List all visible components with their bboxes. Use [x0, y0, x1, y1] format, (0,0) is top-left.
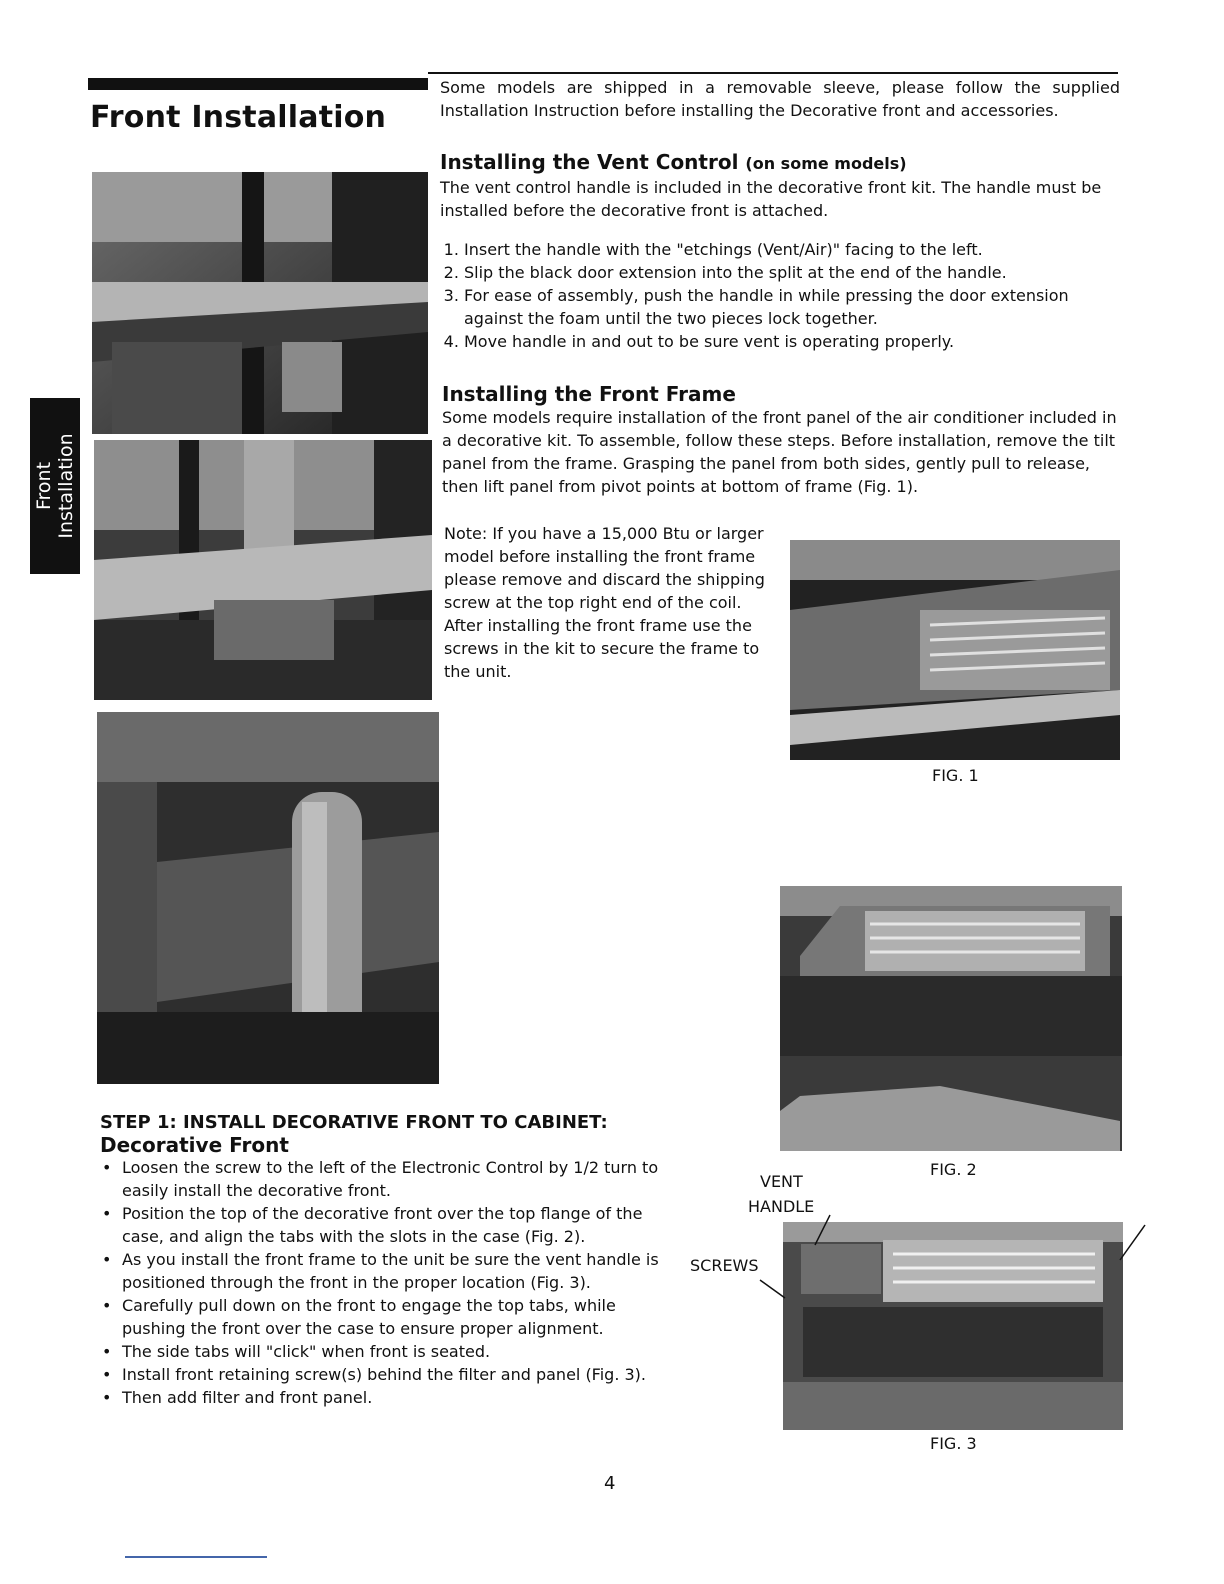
vent-control-section	[440, 150, 1120, 353]
front-frame-section	[442, 382, 1120, 498]
list-item: • Then add filter and front panel.	[122, 1386, 680, 1409]
list-item: • Loosen the screw to the left of the Electronic Control by 1/2 turn to easily install the decorative front.	[122, 1156, 680, 1202]
install-photo-3	[97, 712, 439, 1084]
step1-subheading: Decorative Front	[100, 1133, 289, 1157]
list-item: • The side tabs will "click" when front is seated.	[122, 1340, 680, 1363]
side-tab	[30, 398, 80, 574]
handle-label: HANDLE	[748, 1197, 815, 1216]
step1-section	[100, 1112, 680, 1409]
header-rule-thin	[428, 72, 1118, 74]
fig2-caption: FIG. 2	[930, 1160, 977, 1179]
fig3-caption: FIG. 3	[930, 1434, 977, 1453]
fig1-photo	[790, 540, 1120, 760]
front-frame-heading: Installing the Front Frame	[442, 382, 736, 406]
front-frame-paragraph: Some models require installation of the front panel of the air conditioner included in a decorative kit. To assemble, follow these steps. Before installation, remove the tilt panel from the frame. Grasping the panel from both sides, gently pull to release, then lift panel from pivot points at bottom of frame (Fig. 1).	[442, 408, 1117, 496]
page-title: Front Installation	[90, 100, 387, 135]
vent-control-heading	[440, 150, 1120, 174]
vent-control-steps	[440, 238, 1120, 353]
screws-label: SCREWS	[690, 1256, 759, 1275]
intro-text: Some models are shipped in a removable sleeve, please follow the supplied Installation Instruction before installing the Decorative front and accessories.	[440, 78, 1120, 120]
fig2-photo	[780, 886, 1122, 1151]
front-frame-note: Note: If you have a 15,000 Btu or larger model before installing the front frame please remove and discard the shipping screw at the top right end of the coil. After installing the front frame use the screws in the kit to secure the frame to the unit.	[444, 524, 765, 681]
list-item: 1. Insert the handle with the "etchings (Vent/Air)" facing to the left.	[464, 238, 1120, 261]
footer-rule	[125, 1556, 267, 1558]
list-item: 2. Slip the black door extension into the split at the end of the handle.	[464, 261, 1120, 284]
step1-heading: STEP 1: INSTALL DECORATIVE FRONT TO CABINET:	[100, 1112, 608, 1133]
side-tab-label: Front Installation	[33, 433, 77, 539]
list-item: • As you install the front frame to the unit be sure the vent handle is positioned through the front in the proper location (Fig. 3).	[122, 1248, 680, 1294]
list-item: 3. For ease of assembly, push the handle in while pressing the door extension against the foam until the two pieces lock together.	[464, 284, 1120, 330]
step1-bullets	[100, 1156, 680, 1409]
list-item: 4. Move handle in and out to be sure vent is operating properly.	[464, 330, 1120, 353]
page-number: 4	[604, 1473, 616, 1494]
fig3-leader-lines	[750, 1200, 1150, 1310]
list-item: • Carefully pull down on the front to engage the top tabs, while pushing the front over the case to ensure proper alignment.	[122, 1294, 680, 1340]
header-rule-thick	[88, 78, 428, 90]
list-item: • Install front retaining screw(s) behind the filter and panel (Fig. 3).	[122, 1363, 680, 1386]
vent-control-paragraph: The vent control handle is included in the decorative front kit. The handle must be installed before the decorative front is attached.	[440, 178, 1102, 220]
vent-control-heading-text: Installing the Vent Control	[440, 150, 739, 174]
vent-control-heading-note: (on some models)	[745, 154, 907, 173]
install-photo-1	[92, 172, 428, 434]
vent-label: VENT	[760, 1172, 803, 1191]
fig1-caption: FIG. 1	[932, 766, 979, 785]
list-item: • Position the top of the decorative front over the top flange of the case, and align the tabs with the slots in the case (Fig. 2).	[122, 1202, 680, 1248]
install-photo-2	[94, 440, 432, 700]
